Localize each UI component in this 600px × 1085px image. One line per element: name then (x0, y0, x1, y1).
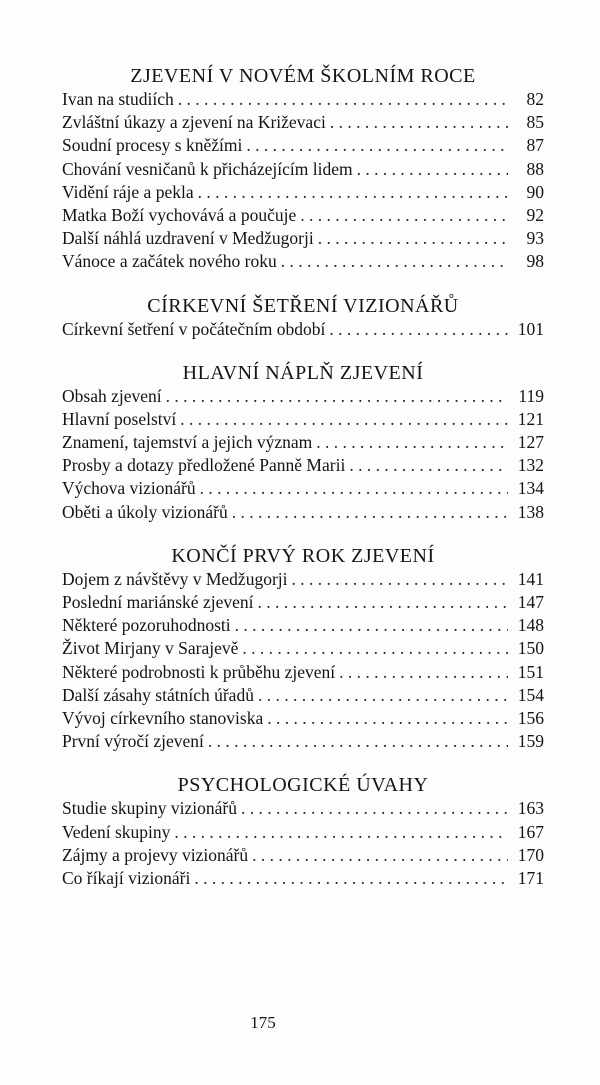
entry-title: Vedení skupiny (62, 821, 171, 842)
entry-title: Prosby a dotazy předložené Panně Marii (62, 455, 346, 476)
table-of-contents (62, 64, 544, 910)
leader-dots (281, 250, 508, 273)
entry-page: 85 (526, 112, 544, 133)
leader-dots (166, 385, 508, 408)
leader-dots (242, 637, 508, 660)
toc-entry[interactable] (62, 637, 544, 660)
toc-entry[interactable] (62, 454, 544, 477)
entry-page: 147 (517, 592, 544, 612)
entry-title: Ivan na studiích (62, 89, 174, 109)
entry-title: Studie skupiny vizionářů (62, 798, 237, 819)
entry-page: 167 (517, 821, 544, 842)
entry-page: 156 (517, 707, 544, 728)
entry-title: Dojem z návštěvy v Medžugorji (62, 568, 288, 589)
entry-page: 150 (517, 638, 544, 659)
toc-entry[interactable] (62, 797, 544, 820)
entry-page: 151 (517, 661, 544, 682)
entry-page: 88 (526, 158, 544, 179)
leader-dots (257, 591, 508, 614)
toc-section (62, 294, 544, 341)
toc-entry[interactable] (62, 684, 544, 707)
toc-entry[interactable] (62, 250, 544, 273)
toc-entry[interactable] (62, 730, 544, 753)
entry-title: Matka Boží vychovává a poučuje (62, 204, 297, 225)
leader-dots (292, 568, 508, 591)
entry-title: Znamení, tajemství a jejich význam (62, 432, 313, 453)
toc-entry[interactable] (62, 707, 544, 730)
entry-page: 170 (517, 844, 544, 865)
entry-title: Výchova vizionářů (62, 478, 196, 499)
entry-page: 141 (517, 568, 544, 589)
entry-title: Zvláštní úkazy a zjevení na Križevaci (62, 112, 326, 133)
entry-page: 127 (517, 432, 544, 453)
leader-dots (235, 614, 508, 637)
entry-title: Vývoj církevního stanoviska (62, 707, 264, 728)
leader-dots (258, 684, 508, 707)
toc-entry[interactable] (62, 844, 544, 867)
section-title: PSYCHOLOGICKÉ ÚVAHY (177, 774, 429, 797)
entry-title: Život Mirjany v Sarajevě (62, 638, 239, 659)
entry-title: Další náhlá uzdravení v Medžugorji (62, 228, 314, 249)
entry-title: Oběti a úkoly vizionářů (62, 501, 228, 522)
entry-page: 121 (517, 408, 544, 429)
toc-entry[interactable] (62, 158, 544, 181)
leader-dots (318, 227, 508, 250)
entry-page: 92 (526, 204, 544, 225)
entry-title: Hlavní poselství (62, 408, 177, 429)
toc-entry[interactable] (62, 134, 544, 157)
entry-page: 134 (517, 478, 544, 499)
entry-page: 87 (526, 135, 544, 156)
toc-section (62, 773, 544, 890)
leader-dots (232, 501, 508, 524)
leader-dots (357, 158, 508, 181)
entry-page: 101 (517, 318, 544, 339)
toc-entry[interactable] (62, 111, 544, 134)
entry-page: 159 (517, 731, 544, 752)
entry-page: 163 (517, 798, 544, 819)
entry-title: Soudní procesy s kněžími (62, 135, 243, 156)
entry-title: Poslední mariánské zjevení (62, 592, 254, 612)
leader-dots (180, 408, 508, 431)
leader-dots (174, 821, 508, 844)
toc-section (62, 64, 544, 274)
leader-dots (349, 454, 508, 477)
toc-entry[interactable] (62, 614, 544, 637)
toc-section (62, 361, 544, 524)
entry-title: Další zásahy státních úřadů (62, 684, 254, 705)
toc-entry[interactable] (62, 821, 544, 844)
leader-dots (267, 707, 508, 730)
leader-dots (246, 134, 508, 157)
leader-dots (208, 730, 508, 753)
entry-page: 132 (517, 455, 544, 476)
leader-dots (200, 477, 508, 500)
entry-page: 119 (518, 385, 544, 406)
section-title: ZJEVENÍ V NOVÉM ŠKOLNÍM ROCE (130, 65, 476, 87)
leader-dots (329, 318, 508, 341)
section-title: CÍRKEVNÍ ŠETŘENÍ VIZIONÁŘŮ (147, 294, 459, 317)
leader-dots (316, 431, 508, 454)
entry-title: První výročí zjevení (62, 731, 204, 752)
entry-page: 138 (517, 501, 544, 522)
leader-dots (178, 88, 508, 111)
entry-title: Zájmy a projevy vizionářů (62, 844, 249, 865)
leader-dots (330, 111, 508, 134)
entry-page: 93 (526, 228, 544, 249)
entry-title: Některé pozoruhodnosti (62, 615, 231, 636)
toc-entry[interactable] (62, 591, 544, 614)
entry-title: Vidění ráje a pekla (62, 181, 194, 202)
entry-page: 90 (526, 181, 544, 202)
entry-page: 98 (526, 251, 544, 272)
toc-entry[interactable] (62, 408, 544, 431)
toc-entry[interactable] (62, 477, 544, 500)
entry-page: 171 (517, 867, 544, 888)
leader-dots (339, 661, 508, 684)
entry-title: Co říkají vizionáři (62, 867, 191, 888)
entry-page: 148 (517, 615, 544, 636)
toc-entry[interactable] (62, 661, 544, 684)
section-title: HLAVNÍ NÁPLŇ ZJEVENÍ (182, 361, 424, 384)
toc-entry[interactable] (62, 568, 544, 591)
toc-entry[interactable] (62, 867, 544, 890)
toc-entry[interactable] (62, 227, 544, 250)
toc-entry[interactable] (62, 318, 544, 341)
entry-title: Chování vesničanů k přicházejícím lidem (62, 158, 353, 179)
toc-entry[interactable] (62, 204, 544, 227)
entry-title: Některé podrobnosti k průběhu zjevení (62, 661, 336, 682)
toc-entry[interactable] (62, 431, 544, 454)
toc-entry[interactable] (62, 385, 544, 408)
toc-section (62, 544, 544, 754)
section-title: KONČÍ PRVÝ ROK ZJEVENÍ (171, 544, 435, 567)
leader-dots (194, 867, 508, 890)
leader-dots (198, 181, 508, 204)
entry-title: Vánoce a začátek nového roku (62, 251, 277, 272)
entry-page: 154 (517, 684, 544, 705)
toc-entry[interactable] (62, 88, 544, 111)
entry-title: Církevní šetření v počátečním období (62, 318, 326, 339)
toc-entry[interactable] (62, 181, 544, 204)
toc-entry[interactable] (62, 501, 544, 524)
page-number: 175 (250, 1013, 276, 1032)
entry-title: Obsah zjevení (62, 385, 162, 406)
leader-dots (300, 204, 508, 227)
leader-dots (241, 797, 508, 820)
leader-dots (252, 844, 508, 867)
entry-page: 82 (526, 89, 544, 109)
